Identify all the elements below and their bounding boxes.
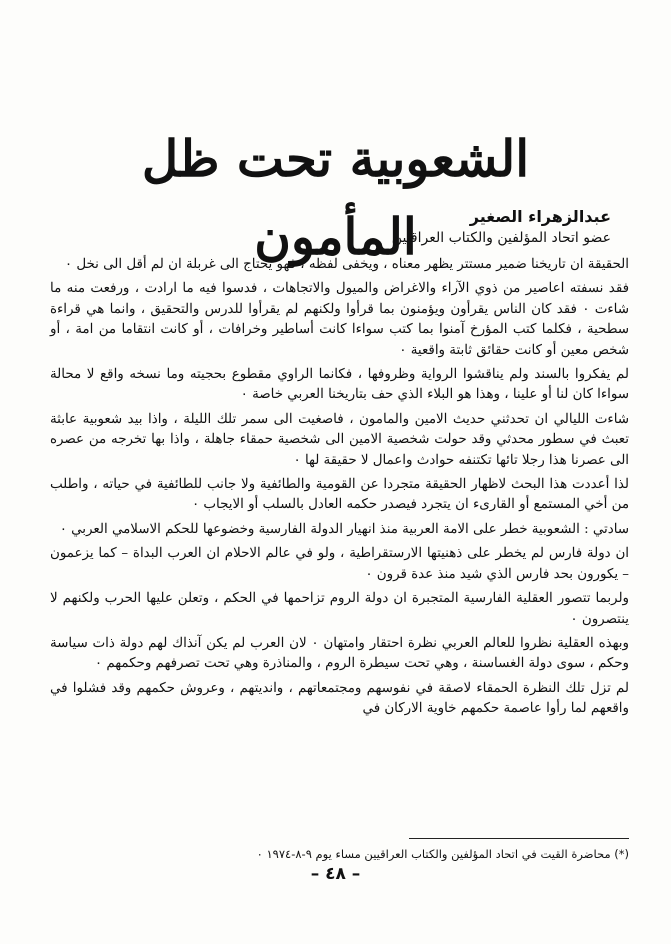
- article-body: [50, 255, 629, 724]
- footnote: (*) محاضرة القيت في اتحاد المؤلفين والكتاب العراقيين مساء يوم ٩-٨-١٩٧٤ ٠: [256, 847, 629, 861]
- paragraph: لم يفكروا بالسند ولم يناقشوا الرواية وظروفها ، فكانما الراوي مقطوع بحجيته وما نسخه واقع لا محالة سواءا كان لنا أو علينا ، وهذا هو البلاء الذي حف بتاريخنا العربي خاصة ٠: [50, 367, 629, 403]
- paragraph: لذا أعددت هذا البحث لاظهار الحقيقة متجردا عن القومية والطائفية ولا جانب للطائفية في حياته ، واطلب من أخي المستمع أو القارىء ان يتجرد فيصدر حكمه العادل بالسلب أو الايجاب ٠: [50, 477, 629, 513]
- footnote-divider: [409, 838, 629, 839]
- paragraph: وبهذه العقلية نظروا للعالم العربي نظرة احتقار وامتهان ٠ لان العرب لم يكن آنذاك لهم دولة ذات سياسة وحكم ، سوى دولة الغساسنة ، وهي تحت سيطرة الروم ، والمناذرة وهي تحت تصرفهم وحكمهم ٠: [50, 635, 629, 672]
- paragraph: فقد نسفته اعاصير من ذوي الآراء والاغراض والميول والاتجاهات ، فدسوا فيه ما ارادت ، ورفعت منه ما شاءت ٠ فقد كان الناس يقرأون ويؤمنون بما قرأوا ولكنهم لم يقرأوا للدرس والتحقيق ، وانما هي قراءة سطحية ، فكلما كتب المؤرخ آمنوا بما كتب سواءا كانت أساطير وخرافات ، أو كانت انتقاما من امة ، أو شخص معين أو كانت حقائق ثابتة واقعية ٠: [50, 281, 629, 358]
- paragraph: الحقيقة ان تاريخنا ضمير مستتر يظهر معناه ، ويخفى لفظه ، فهو يحتاج الى غربلة ان لم أقل الى نخل ٠: [64, 257, 629, 272]
- author-block: [392, 206, 611, 248]
- article-title: الشعوبية تحت ظل المأمون: [141, 129, 530, 266]
- paragraph: سادتي : الشعوبية خطر على الامة العربية منذ انهيار الدولة الفارسية وخضوعها للحكم الاسلامي العربي ٠: [59, 521, 629, 537]
- paragraph: لم تزل تلك النظرة الحمقاء لاصقة في نفوسهم ومجتمعاتهم ، وانديتهم ، وعروش حكمهم وقد فشلوا في واقعهم لما رأوا عاصمة حكمهم خاوية الاركان في: [50, 680, 629, 717]
- paragraph: شاءت الليالي ان تحدثني حديث الامين والمامون ، فاصغيت الى سمر تلك الليلة ، واذا بيد شعوبية عابثة تعبث في سطور محدثي وقد حولت شخصية الامين الى شخصية حمقاء جاهلة ، واذا بها تخرجه من عصره الى عصرنا هذا رجلا تائها تكتنفه حوادث واعمال لا حقيقة لها ٠: [50, 411, 629, 468]
- paragraph: ان دولة فارس لم يخطر على ذهنيتها الارستقراطية ، ولو في عالم الاحلام ان العرب البداة – كما يزعمون – يكورون بحد فارس الذي شيد منذ عدة قرون ٠: [50, 546, 629, 582]
- author-name: عبدالزهراء الصغير: [469, 207, 611, 226]
- paragraph: ولربما تتصور العقلية الفارسية المتجبرة ان دولة الروم تزاحمها في الحكم ، وتعلن عليها الحرب ولكنهم لا ينتصرون ٠: [50, 591, 629, 627]
- page-number: – ٤٨ –: [310, 864, 361, 884]
- author-role: عضو اتحاد المؤلفين والكتاب العراقيين: [391, 230, 611, 246]
